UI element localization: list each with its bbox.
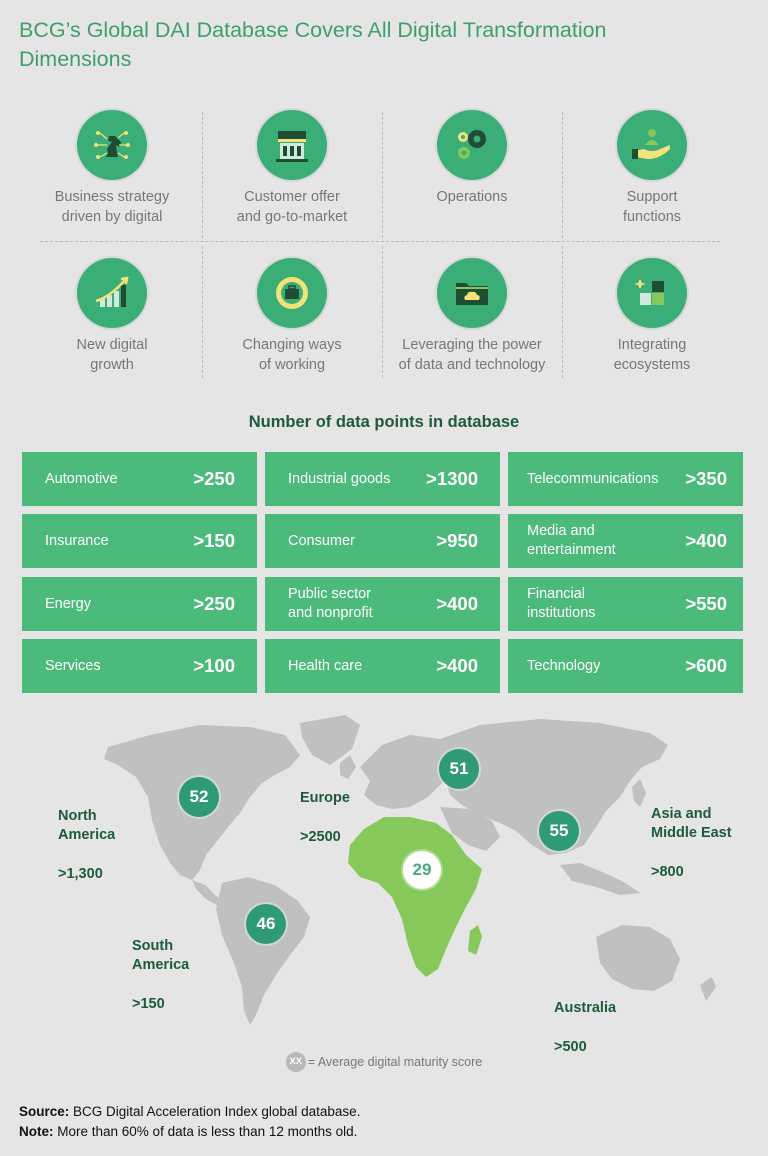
region-count: >500	[554, 1038, 587, 1055]
region-label-asia	[651, 785, 732, 902]
industry-tile	[508, 452, 743, 506]
industry-name: Financial institutions	[527, 586, 596, 621]
region-label-south-america	[132, 917, 189, 1034]
dimension-integrating-ecosystems	[562, 254, 742, 392]
dimension-label: New digital growth	[76, 337, 148, 373]
industry-name: Services	[45, 657, 101, 674]
dimension-customer-offer	[202, 106, 382, 244]
dimension-support-functions	[562, 106, 742, 244]
region-name: North America	[58, 807, 116, 843]
industry-tile	[508, 577, 743, 631]
region-count: >800	[651, 864, 684, 880]
industry-name: Insurance	[45, 532, 109, 549]
gear-briefcase-icon	[270, 271, 314, 315]
note-label: Note:	[19, 1124, 54, 1139]
source-text: BCG Digital Acceleration Index global database.	[69, 1104, 361, 1119]
industry-tile	[265, 639, 500, 693]
industry-name: Telecommunications	[527, 470, 659, 487]
maturity-score-badge: 51	[439, 749, 479, 789]
industry-value: >1300	[426, 468, 478, 489]
industry-tile	[22, 639, 257, 693]
industry-tile	[265, 452, 500, 506]
puzzle-icon	[630, 271, 674, 315]
industry-value: >600	[685, 655, 727, 676]
gears-icon	[450, 123, 494, 167]
industry-name: Public sector and nonprofit	[288, 586, 373, 621]
region-name: Asia and Middle East	[651, 805, 732, 841]
maturity-score-badge: 29	[403, 851, 441, 889]
dimensions-grid	[22, 106, 744, 382]
region-count: >2500	[300, 828, 341, 845]
region-name: Australia	[554, 999, 617, 1016]
industry-value: >950	[436, 530, 478, 551]
page-title: BCG’s Global DAI Database Covers All Digital Transformation Dimensions	[19, 18, 607, 71]
industry-name: Industrial goods	[288, 470, 391, 487]
region-label-europe	[300, 769, 350, 867]
legend-symbol: XX	[286, 1052, 306, 1072]
industry-name: Media and entertainment	[527, 523, 616, 558]
dimension-data-technology	[382, 254, 562, 392]
dimension-new-digital-growth	[22, 254, 202, 392]
cloud-folder-icon	[450, 271, 494, 315]
note-line	[19, 1122, 360, 1142]
industry-name: Automotive	[45, 470, 118, 487]
japan-shape	[632, 779, 646, 807]
legend-text: = Average digital maturity score	[307, 1055, 483, 1069]
growth-chart-icon	[90, 271, 134, 315]
industry-tile	[508, 514, 743, 568]
dimension-operations	[382, 106, 562, 244]
section-title: Number of data points in database	[248, 413, 520, 431]
note-text: More than 60% of data is less than 12 months old.	[53, 1124, 358, 1139]
industry-value: >250	[193, 468, 235, 489]
legend	[0, 1052, 768, 1072]
industry-value: >250	[193, 593, 235, 614]
chess-knight-icon	[90, 123, 134, 167]
region-name: Europe	[300, 789, 350, 806]
dimension-label: Changing ways of working	[242, 337, 342, 373]
dimension-label: Integrating ecosystems	[613, 337, 691, 373]
industry-tile	[22, 514, 257, 568]
industry-tile	[265, 514, 500, 568]
industry-value: >400	[436, 593, 478, 614]
south-america-shape	[216, 877, 310, 1025]
maturity-score-badge: 55	[539, 811, 579, 851]
industry-value: >150	[193, 530, 235, 551]
source-line	[19, 1102, 360, 1122]
madagascar-shape	[468, 925, 482, 955]
region-count: >150	[132, 996, 165, 1012]
region-name: South America	[132, 937, 190, 973]
industry-value: >550	[685, 593, 727, 614]
industry-tile	[265, 577, 500, 631]
industry-value: >400	[436, 655, 478, 676]
industry-value: >100	[193, 655, 235, 676]
dimension-label: Support functions	[622, 189, 682, 225]
storefront-icon	[270, 123, 314, 167]
region-count: >1,300	[58, 866, 103, 882]
maturity-score-badge: 46	[246, 904, 286, 944]
region-label-north-america	[58, 787, 115, 904]
industry-name: Consumer	[288, 532, 355, 549]
africa-shape	[348, 817, 482, 977]
industry-value: >350	[685, 468, 727, 489]
dimension-business-strategy	[22, 106, 202, 244]
source-label: Source:	[19, 1104, 70, 1119]
new-zealand-shape	[700, 977, 716, 1001]
industry-name: Health care	[288, 657, 363, 674]
industry-tile	[508, 639, 743, 693]
dimension-changing-ways	[202, 254, 382, 392]
industry-name: Technology	[527, 657, 601, 674]
dimension-label: Customer offer and go-to-market	[236, 189, 348, 225]
world-map	[0, 705, 768, 1055]
southeast-asia-shape	[560, 863, 640, 895]
dimension-label: Operations	[436, 189, 508, 205]
industry-tile	[22, 577, 257, 631]
maturity-score-badge: 52	[179, 777, 219, 817]
dimension-label: Business strategy driven by digital	[54, 189, 170, 225]
industry-tile	[22, 452, 257, 506]
industry-name: Energy	[45, 595, 91, 612]
dimension-label: Leveraging the power of data and technology	[398, 337, 546, 373]
footnotes	[19, 1102, 360, 1142]
hand-person-icon	[630, 123, 674, 167]
industry-value: >400	[685, 530, 727, 551]
